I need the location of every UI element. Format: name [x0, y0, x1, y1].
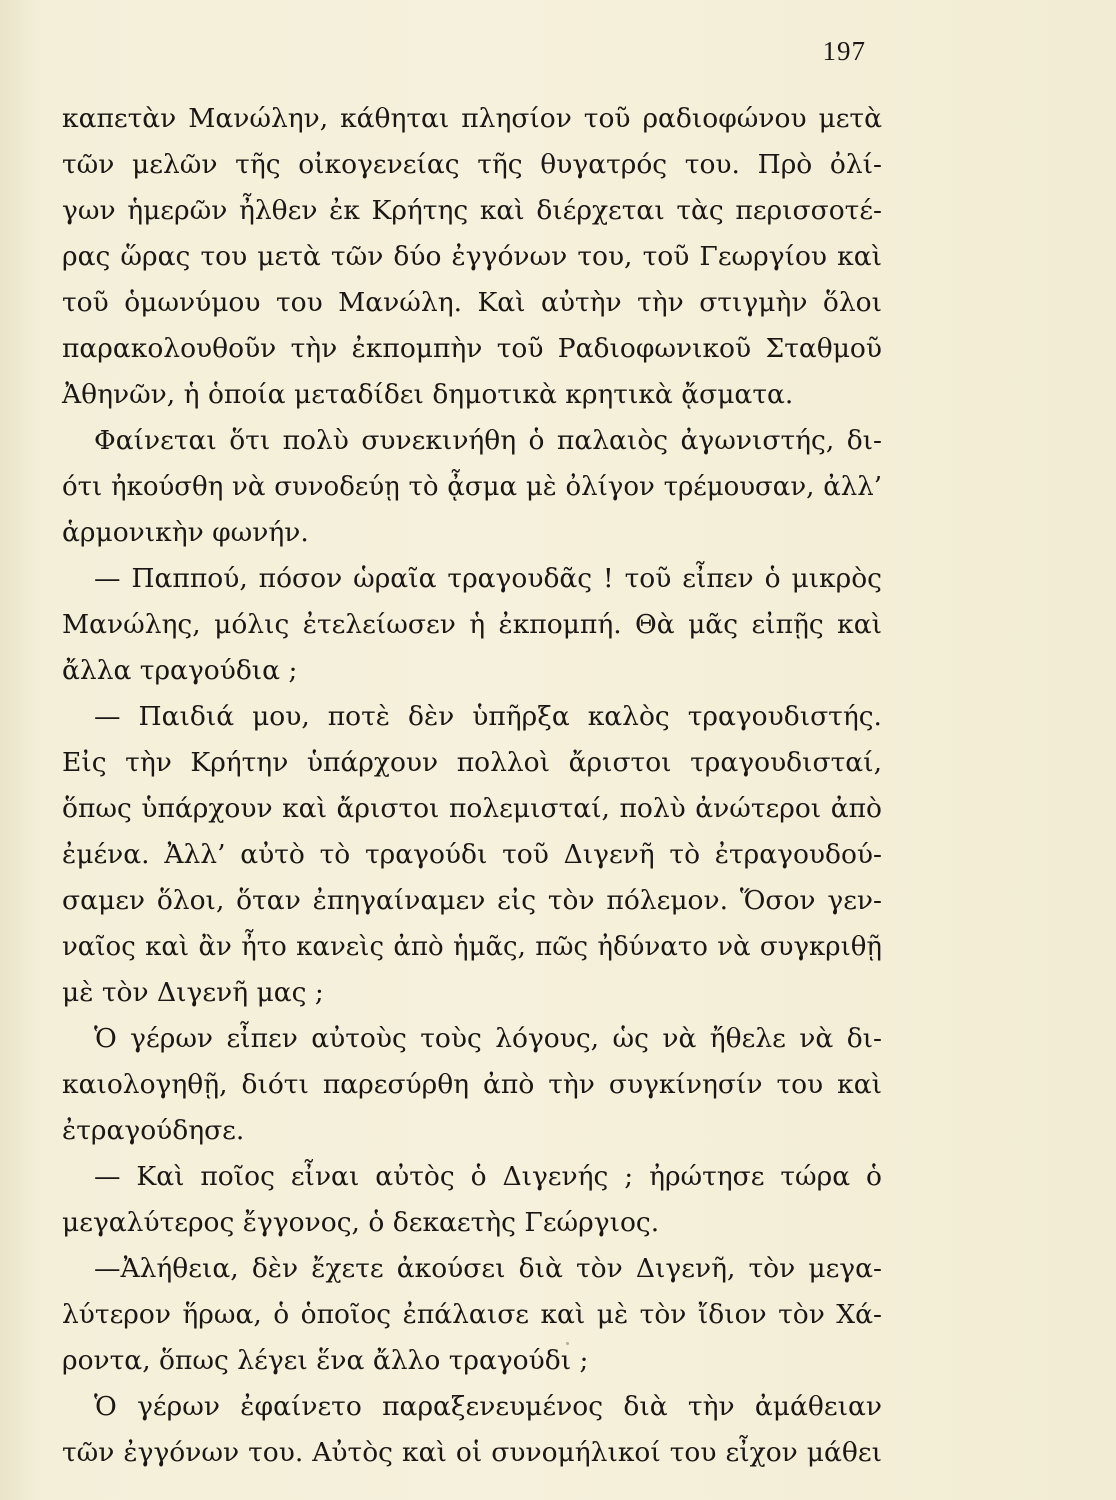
body-text — [62, 96, 882, 1476]
text-line: Μανώλης, μόλις ἐτελείωσεν ἡ ἐκπομπή. Θὰ μᾶς εἰπῇς καὶ — [62, 609, 882, 640]
text-line: ναῖος καὶ ἂν ἦτο κανεὶς ἀπὸ ἡμᾶς, πῶς ἠδύνατο νὰ συγκριθῇ — [62, 932, 882, 962]
text-line: Ὁ γέρων εἶπεν αὐτοὺς τοὺς λόγους, ὡς νὰ ἤθελε νὰ δι- — [94, 1023, 882, 1054]
text-line: Ἀθηνῶν, ἡ ὁποία μεταδίδει δημοτικὰ κρητικὰ ᾄσματα. — [62, 379, 794, 410]
text-line: ἄλλα τραγούδια ; — [62, 655, 298, 686]
text-line: ρας ὥρας του μετὰ τῶν δύο ἐγγόνων του, τοῦ Γεωργίου καὶ — [62, 241, 882, 272]
text-line: Φαίνεται ὅτι πολὺ συνεκινήθη ὁ παλαιὸς ἀγωνιστής, δι- — [94, 425, 882, 456]
text-line: καπετὰν Μανώλην, κάθηται πλησίον τοῦ ραδιοφώνου μετὰ — [62, 103, 882, 134]
text-line: καιολογηθῇ, διότι παρεσύρθη ἀπὸ τὴν συγκίνησίν του καὶ — [62, 1069, 882, 1100]
text-line: ὅπως ὑπάρχουν καὶ ἄριστοι πολεμισταί, πολὺ ἀνώτεροι ἀπὸ — [62, 793, 882, 824]
text-line: λύτερον ἥρωα, ὁ ὁποῖος ἐπάλαισε καὶ μὲ τὸν ἴδιον τὸν Χά- — [62, 1299, 882, 1330]
page-number: 197 — [822, 36, 866, 66]
text-line: ἐτραγούδησε. — [62, 1115, 245, 1146]
text-line: ἁρμονικὴν φωνήν. — [62, 517, 309, 548]
text-line: Ὁ γέρων ἐφαίνετο παραξενευμένος διὰ τὴν ἀμάθειαν — [94, 1391, 882, 1422]
text-line: — Παππού, πόσον ὡραῖα τραγουδᾶς ! τοῦ εἶπεν ὁ μικρὸς — [94, 563, 882, 594]
text-line: —Ἀλήθεια, δὲν ἔχετε ἀκούσει διὰ τὸν Διγενῆ, τὸν μεγα- — [94, 1253, 882, 1284]
text-line: ροντα, ὅπως λέγει ἕνα ἄλλο τραγούδι ; — [62, 1345, 589, 1376]
text-line: γων ἡμερῶν ἦλθεν ἐκ Κρήτης καὶ διέρχεται τὰς περισσοτέ- — [62, 195, 882, 226]
text-line: τῶν ἐγγόνων του. Αὐτὸς καὶ οἱ συνομήλικοί του εἶχον μάθει — [62, 1437, 882, 1468]
text-line: τοῦ ὁμωνύμου του Μανώλη. Καὶ αὐτὴν τὴν στιγμὴν ὅλοι — [62, 287, 882, 318]
text-line: — Παιδιά μου, ποτὲ δὲν ὑπῆρξα καλὸς τραγουδιστής. — [94, 701, 882, 732]
text-line: παρακολουθοῦν τὴν ἐκπομπὴν τοῦ Ραδιοφωνικοῦ Σταθμοῦ — [62, 333, 882, 364]
paper-speck — [566, 1342, 569, 1345]
text-line: μὲ τὸν Διγενῆ μας ; — [62, 977, 324, 1008]
text-line: μεγαλύτερος ἔγγονος, ὁ δεκαετὴς Γεώργιος. — [62, 1207, 660, 1238]
text-line: ότι ἠκούσθη νὰ συνοδεύῃ τὸ ᾆσμα μὲ ὀλίγον τρέμουσαν, ἀλλ’ — [62, 472, 882, 502]
text-line: — Καὶ ποῖος εἶναι αὐτὸς ὁ Διγενής ; ἠρώτησε τώρα ὁ — [94, 1161, 882, 1192]
text-line: σαμεν ὅλοι, ὅταν ἐπηγαίναμεν εἰς τὸν πόλεμον. Ὅσον γεν- — [62, 885, 882, 916]
text-line: τῶν μελῶν τῆς οἰκογενείας τῆς θυγατρός του. Πρὸ ὀλί- — [62, 149, 882, 180]
text-line: Εἰς τὴν Κρήτην ὑπάρχουν πολλοὶ ἄριστοι τραγουδισταί, — [62, 747, 882, 778]
text-line: ἐμένα. Ἀλλ’ αὐτὸ τὸ τραγούδι τοῦ Διγενῆ τὸ ἐτραγουδού- — [62, 839, 882, 870]
